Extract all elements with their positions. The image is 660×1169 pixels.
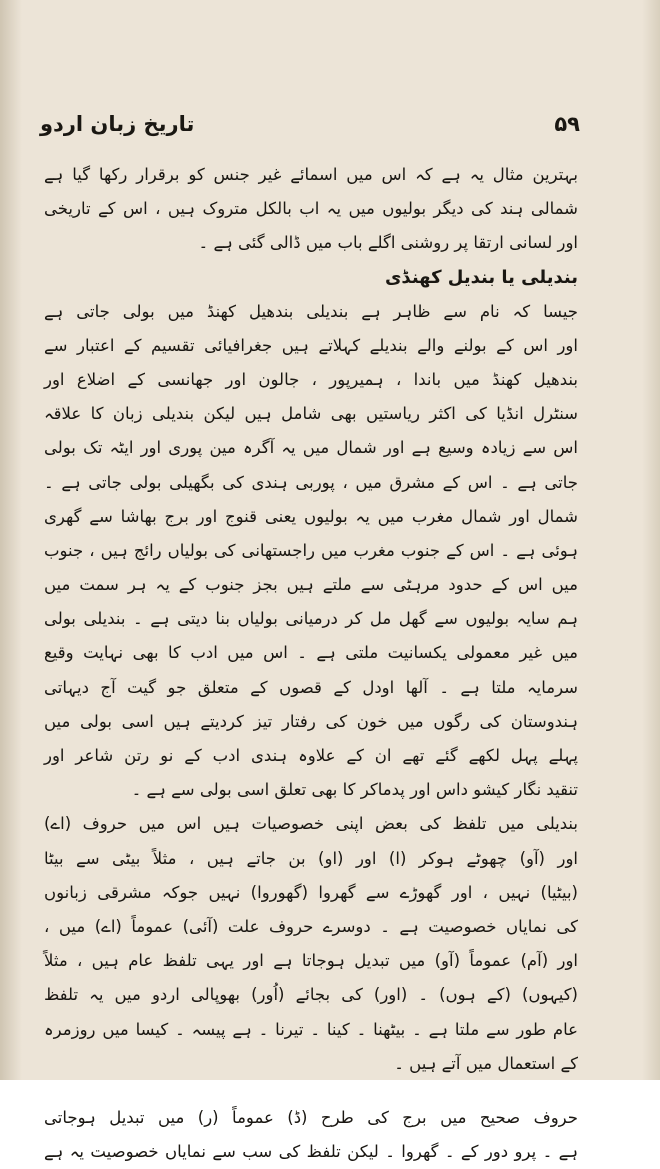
text-line: عام طور سے ملتا ہے ۔ بیٹھنا ۔ کینا ۔ تیرنا ۔ ہے پیسہ ۔ کیسا میں روزمرہ [44, 1019, 578, 1039]
text-line: شمال اور شمال مغرب میں یہ بولیوں یعنی قنوج اور برج بھاشا سے گھری [44, 506, 578, 526]
text-line: ہندوستان کی رگوں میں خون کی رفتار تیز کردیتے ہیں اسی بولی میں [44, 711, 578, 731]
text-line: (بیٹیا) نہیں ، اور گھوڑے سے گھروا (گھوروا) نہیں جوکہ مشرقی زبانوں [44, 882, 578, 902]
text-line: اور (آم) عموماً (آو) میں تبدیل ہوجاتا ہے اور یہی تلفظ عام ہیں ، مثلاً [44, 951, 578, 971]
text-line: اور اس کے بولنے والے بندیلے کہلاتے ہیں جغرافیائی تقسیم کے اعتبار سے [44, 335, 578, 355]
running-head [40, 112, 580, 148]
text-line: شمالی ہند کی دیگر بولیوں میں یہ اب بالکل متروک ہیں ، اس کے تاریخی [44, 199, 578, 219]
text-line: اس سے زیادہ وسیع ہے اور شمال میں یہ آگرہ مین پوری اور ایٹہ تک بولی [44, 438, 578, 458]
text-line: جاتی ہے ۔ اس کے مشرق میں ، پوربی ہندی کی بگھیلی بولی جاتی ہے ۔ [44, 472, 578, 492]
text-line: جیسا کہ نام سے ظاہر ہے بندیلی بندھیل کھنڈ میں بولی جاتی ہے [44, 301, 578, 321]
text-line: (کیہوں) (کے ہوں) ۔ (اور) کی بجائے (اُور) بھوپالی اردو میں یہ تلفظ [44, 985, 578, 1005]
text-line: کی نمایاں خصوصیت ہے ۔ دوسرے حروف علت (آئی) عموماً (اے) میں ، [44, 916, 578, 936]
text-line: سرمایہ ملتا ہے ۔ آلھا اودل کے قصوں کے متعلق جو گیت آج دیہاتی [44, 677, 578, 697]
text-line: میں غیر معمولی یکسانیت ملتی ہے ۔ اس میں ادب کا بھی نہایت وقیع [44, 643, 578, 663]
text-line: پہلے پہل لکھے گئے تھے ان کے علاوہ ہندی ادب کے نو رتن شاعر اور [44, 746, 578, 765]
text-line: بندھیل کھنڈ میں باندا ، ہمیرپور ، جالون اور جھانسی کے اضلاع اور [44, 369, 578, 389]
text-line: ہے ۔ پرو دور کے ۔ گھروا ۔ لیکن تلفظ کی سب سے نمایاں خصوصیت یہ ہے [44, 1142, 578, 1162]
text-line: ہم سایہ بولیوں سے گھل مل کر درمیانی بولیاں بنا دیتی ہے ۔ بندیلی بولی [44, 609, 578, 629]
body-text [44, 158, 578, 1169]
text-line: حروف صحیح میں برج کی طرح (ڈ) عموماً (ر) میں تبدیل ہوجاتی [44, 1107, 578, 1127]
book-title: تاریخ زبان اردو [40, 112, 195, 136]
text-line: سنٹرل انڈیا کی اکثر ریاستیں بھی شامل ہیں لیکن بندیلی زبان کا علاقہ [44, 404, 578, 424]
section-heading: بندیلی یا بندیل کھنڈی [384, 266, 578, 288]
text-line: اور لسانی ارتقا پر روشنی اگلے باب میں ڈالی گئی ہے ۔ [198, 233, 578, 253]
text-line: بہترین مثال یہ ہے کہ اس میں اسمائے غیر جنس کو برقرار رکھا گیا ہے [44, 165, 578, 184]
text-line: میں اس کے حدود مرہٹی سے ملتے ہیں بجز جنوب کے یہ ہر سمت میں [44, 575, 578, 595]
text-line: بندیلی میں تلفظ کی بعض اپنی خصوصیات ہیں اس میں حروف (اے) [44, 814, 578, 834]
text-line: اور (آو) چھوٹے ہوکر (ا) اور (او) بن جاتے ہیں ، مثلاً بیٹی سے بیٹا [44, 848, 578, 868]
text-line: ہوئی ہے ۔ اس کے جنوب مغرب میں راجستھانی کی بولیاں رائج ہیں ، جنوب [44, 540, 578, 560]
text-line: کے استعمال میں آتے ہیں ۔ [394, 1053, 578, 1073]
text-line: تنقید نگار کیشو داس اور پدماکر کا بھی تعلق اسی بولی سے ہے ۔ [131, 780, 578, 800]
page-number: ۵۹ [554, 112, 580, 136]
paragraph-gap [44, 1081, 578, 1101]
